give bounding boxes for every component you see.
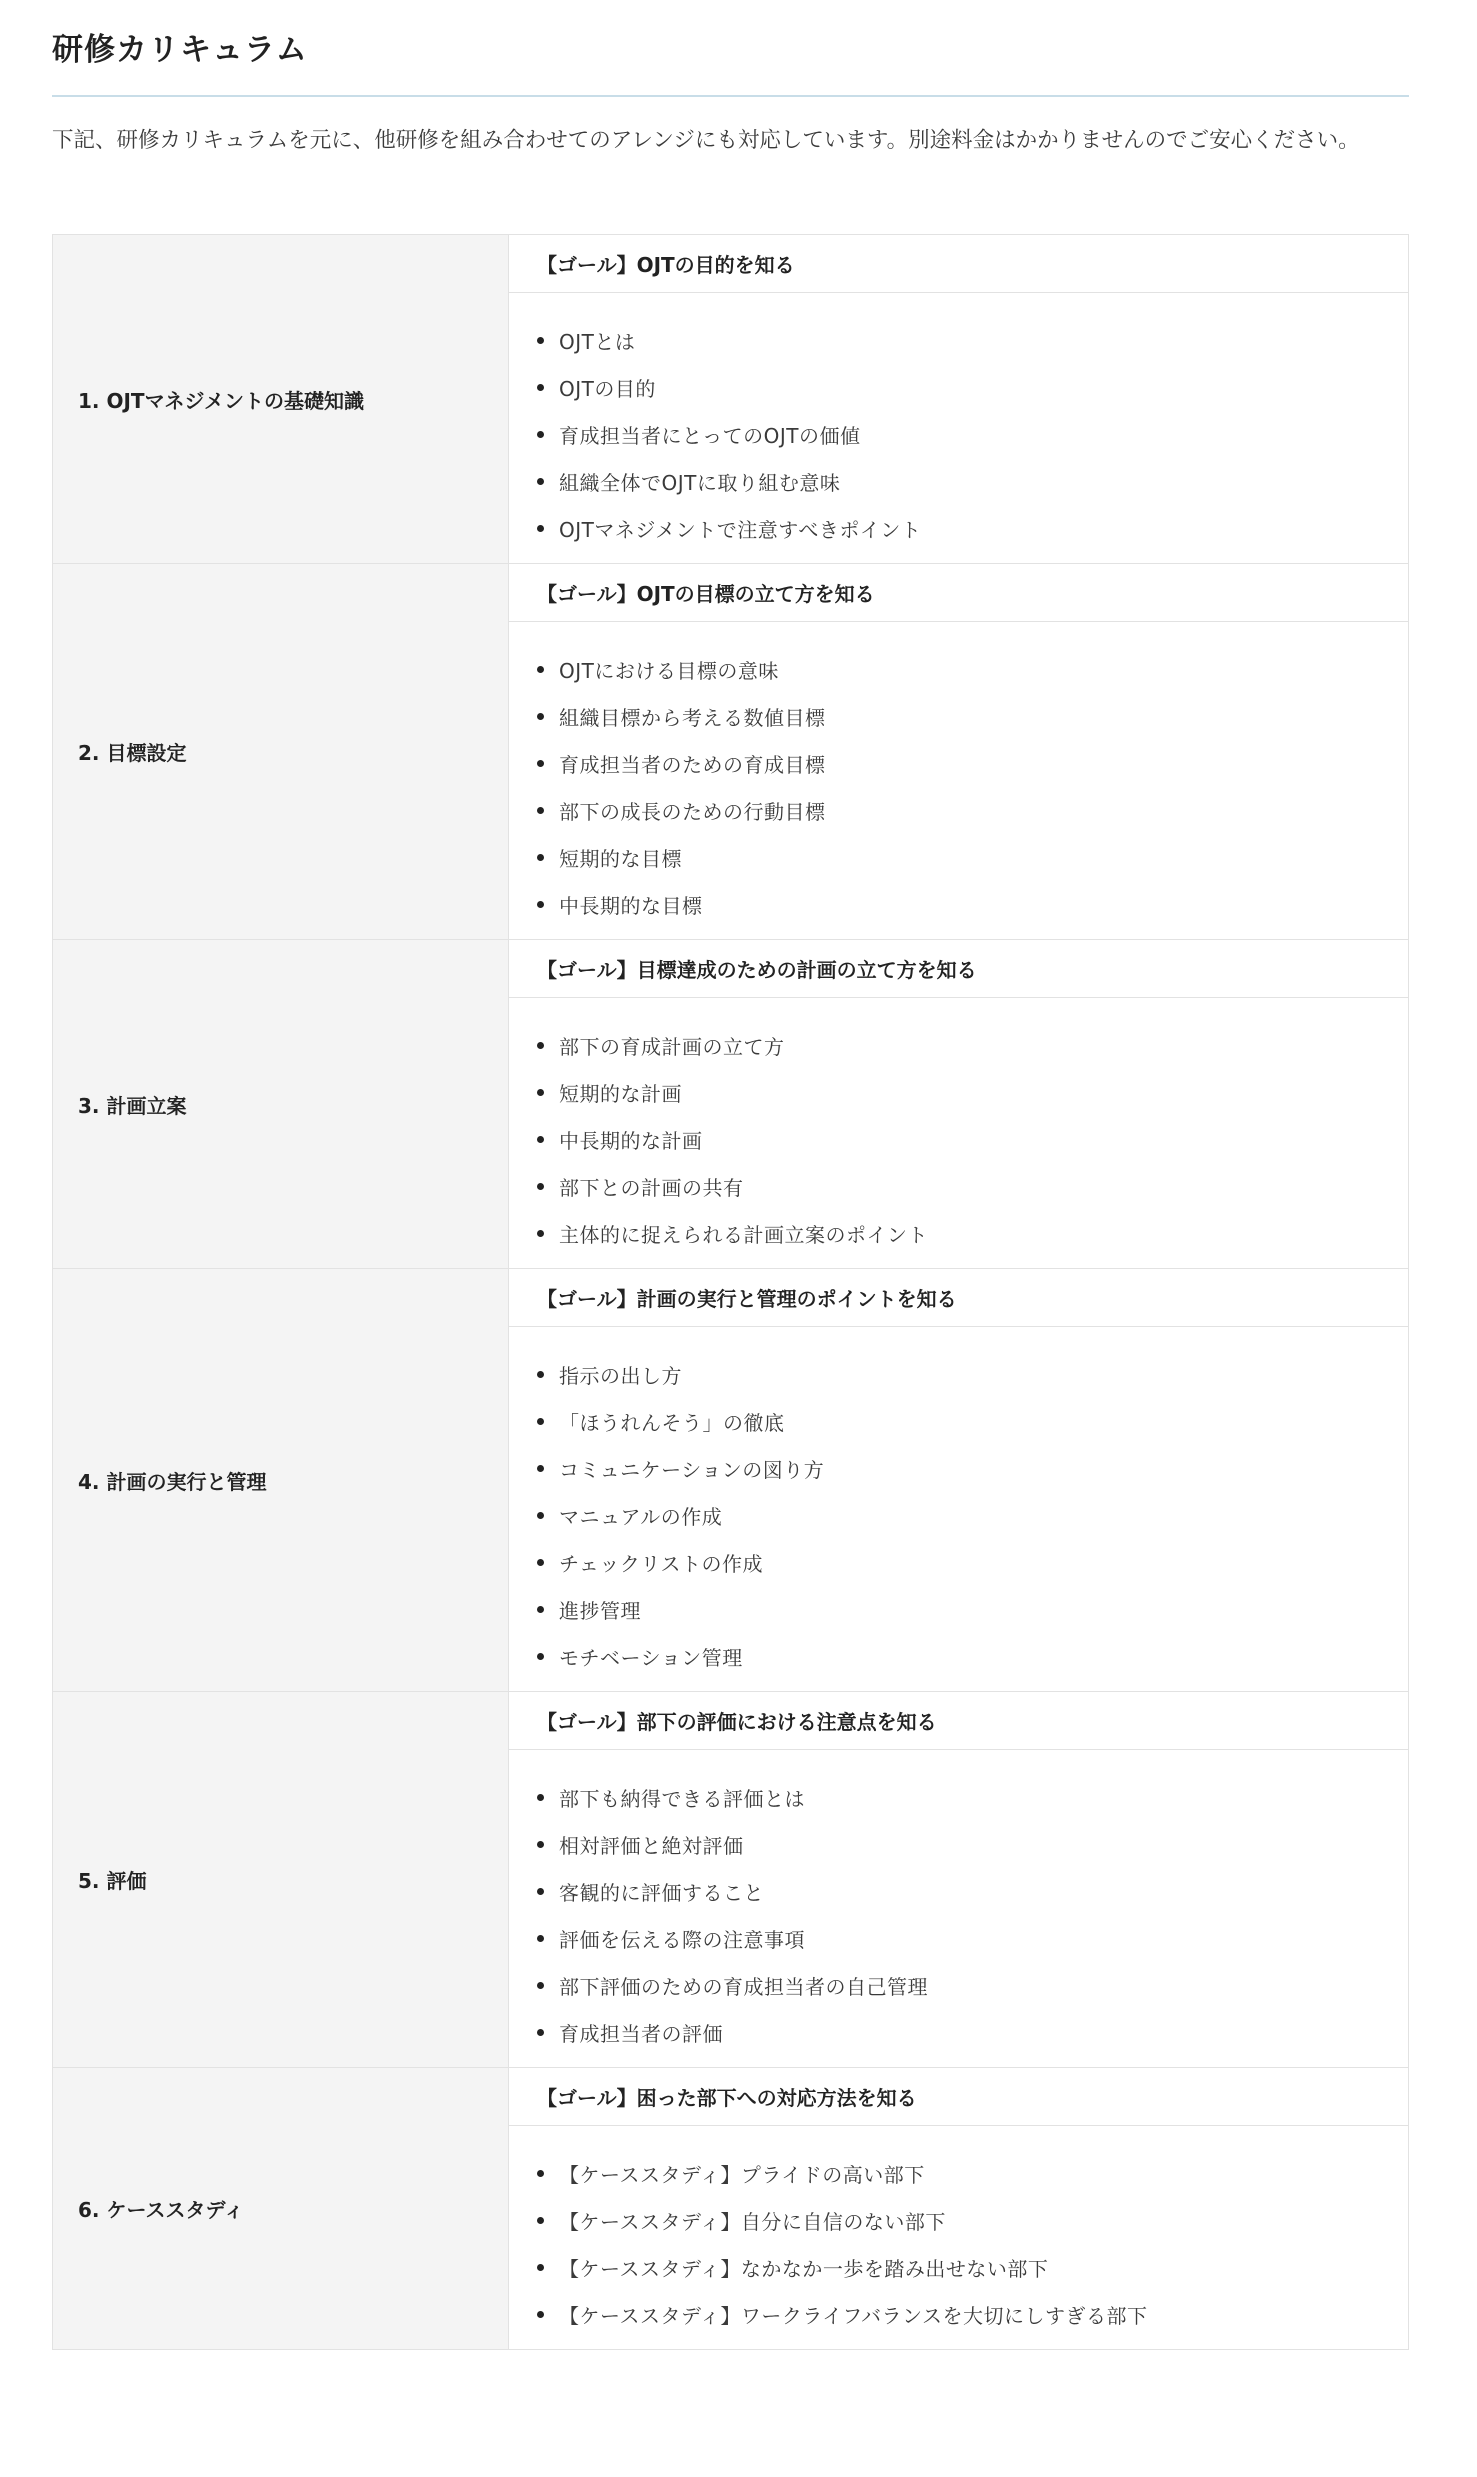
bullet-icon <box>537 1512 544 1519</box>
topic-item <box>509 1868 1408 1915</box>
topic-item <box>509 2009 1408 2056</box>
bullet-icon <box>537 337 544 344</box>
curriculum-row <box>53 2067 1408 2349</box>
topic-item <box>509 1069 1408 1116</box>
topic-text: 育成担当者のための育成目標 <box>559 753 826 777</box>
intro-text: 下記、研修カリキュラムを元に、他研修を組み合わせてのアレンジにも対応しています。別途料金はかかりませんのでご安心ください。 <box>52 128 1360 153</box>
topic-item <box>509 1163 1408 1210</box>
topic-text: 主体的に捉えられる計画立案のポイント <box>559 1223 928 1247</box>
topic-item <box>509 834 1408 881</box>
bullet-icon <box>537 666 544 673</box>
topic-text: 【ケーススタディ】なかなか一歩を踏み出せない部下 <box>559 2257 1049 2281</box>
topic-item <box>509 1210 1408 1257</box>
module-heading: 2. 目標設定 <box>53 564 509 939</box>
topic-text: 組織全体でOJTに取り組む意味 <box>559 471 841 495</box>
topic-item <box>509 740 1408 787</box>
bullet-icon <box>537 1418 544 1425</box>
topic-text: 組織目標から考える数値目標 <box>559 706 826 730</box>
topic-list <box>509 1327 1408 1691</box>
topic-list <box>509 1750 1408 2067</box>
topic-text: 中長期的な計画 <box>559 1129 703 1153</box>
curriculum-row <box>53 939 1408 1268</box>
bullet-icon <box>537 901 544 908</box>
topic-item <box>509 1915 1408 1962</box>
topic-text: 部下評価のための育成担当者の自己管理 <box>559 1975 928 1999</box>
topic-text: 「ほうれんそう」の徹底 <box>559 1411 785 1435</box>
topic-list <box>509 998 1408 1268</box>
topic-item <box>509 1962 1408 2009</box>
curriculum-row <box>53 563 1408 939</box>
module-content <box>509 1269 1408 1691</box>
bullet-icon <box>537 1888 544 1895</box>
curriculum-row <box>53 1268 1408 1691</box>
topic-text: コミュニケーションの図り方 <box>559 1458 825 1482</box>
bullet-icon <box>537 525 544 532</box>
topic-text: 【ケーススタディ】ワークライフバランスを大切にしすぎる部下 <box>559 2304 1148 2328</box>
topic-text: 指示の出し方 <box>559 1364 682 1388</box>
topic-list <box>509 293 1408 563</box>
module-content <box>509 940 1408 1268</box>
topic-item <box>509 2150 1408 2197</box>
bullet-icon <box>537 713 544 720</box>
topic-text: モチベーション管理 <box>559 1646 743 1670</box>
topic-item <box>509 364 1408 411</box>
topic-item <box>509 411 1408 458</box>
title-divider <box>52 95 1409 97</box>
bullet-icon <box>537 1559 544 1566</box>
bullet-icon <box>537 2170 544 2177</box>
bullet-icon <box>537 384 544 391</box>
topic-item <box>509 1821 1408 1868</box>
topic-item <box>509 646 1408 693</box>
topic-text: 短期的な目標 <box>559 847 682 871</box>
module-heading: 1. OJTマネジメントの基礎知識 <box>53 235 509 563</box>
topic-item <box>509 1586 1408 1633</box>
module-goal: 【ゴール】OJTの目的を知る <box>509 235 1408 293</box>
topic-item <box>509 1351 1408 1398</box>
module-content <box>509 1692 1408 2067</box>
topic-text: 育成担当者にとってのOJTの価値 <box>559 424 861 448</box>
topic-text: 中長期的な目標 <box>559 894 703 918</box>
topic-item <box>509 1398 1408 1445</box>
topic-item <box>509 1633 1408 1680</box>
topic-item <box>509 1445 1408 1492</box>
module-heading: 5. 評価 <box>53 1692 509 2067</box>
bullet-icon <box>537 1653 544 1660</box>
topic-item <box>509 505 1408 552</box>
topic-text: 短期的な計画 <box>559 1082 682 1106</box>
bullet-icon <box>537 1982 544 1989</box>
topic-text: チェックリストの作成 <box>559 1552 763 1576</box>
topic-text: OJTの目的 <box>559 377 656 401</box>
topic-list <box>509 2126 1408 2349</box>
bullet-icon <box>537 1606 544 1613</box>
topic-text: 部下の成長のための行動目標 <box>559 800 826 824</box>
bullet-icon <box>537 431 544 438</box>
module-goal: 【ゴール】OJTの目標の立て方を知る <box>509 564 1408 622</box>
module-goal: 【ゴール】部下の評価における注意点を知る <box>509 1692 1408 1750</box>
bullet-icon <box>537 1183 544 1190</box>
topic-text: OJTにおける目標の意味 <box>559 659 779 683</box>
topic-list <box>509 622 1408 939</box>
topic-item <box>509 2244 1408 2291</box>
topic-text: 部下も納得できる評価とは <box>559 1787 805 1811</box>
topic-item <box>509 1116 1408 1163</box>
bullet-icon <box>537 2311 544 2318</box>
bullet-icon <box>537 807 544 814</box>
topic-item <box>509 693 1408 740</box>
topic-text: 部下との計画の共有 <box>559 1176 744 1200</box>
bullet-icon <box>537 1794 544 1801</box>
page-title: 研修カリキュラム <box>52 32 308 68</box>
topic-item <box>509 2197 1408 2244</box>
module-goal: 【ゴール】目標達成のための計画の立て方を知る <box>509 940 1408 998</box>
topic-text: 相対評価と絶対評価 <box>559 1834 744 1858</box>
bullet-icon <box>537 1042 544 1049</box>
topic-item <box>509 1492 1408 1539</box>
bullet-icon <box>537 2264 544 2271</box>
bullet-icon <box>537 2217 544 2224</box>
module-heading: 6. ケーススタディ <box>53 2068 509 2349</box>
module-content <box>509 2068 1408 2349</box>
topic-text: マニュアルの作成 <box>559 1505 723 1529</box>
topic-item <box>509 1539 1408 1586</box>
topic-item <box>509 787 1408 834</box>
bullet-icon <box>537 1089 544 1096</box>
topic-item <box>509 2291 1408 2338</box>
topic-text: 育成担当者の評価 <box>559 2022 723 2046</box>
topic-text: 【ケーススタディ】自分に自信のない部下 <box>559 2210 946 2234</box>
bullet-icon <box>537 1841 544 1848</box>
module-content <box>509 564 1408 939</box>
bullet-icon <box>537 1230 544 1237</box>
curriculum-table <box>52 234 1409 2350</box>
module-goal: 【ゴール】計画の実行と管理のポイントを知る <box>509 1269 1408 1327</box>
bullet-icon <box>537 478 544 485</box>
curriculum-row <box>53 235 1408 563</box>
topic-item <box>509 1774 1408 1821</box>
topic-item <box>509 1022 1408 1069</box>
bullet-icon <box>537 760 544 767</box>
module-content <box>509 235 1408 563</box>
bullet-icon <box>537 1465 544 1472</box>
topic-text: 部下の育成計画の立て方 <box>559 1035 785 1059</box>
topic-item <box>509 881 1408 928</box>
topic-text: OJTとは <box>559 330 636 354</box>
bullet-icon <box>537 1935 544 1942</box>
bullet-icon <box>537 2029 544 2036</box>
bullet-icon <box>537 1371 544 1378</box>
curriculum-row <box>53 1691 1408 2067</box>
topic-item <box>509 458 1408 505</box>
topic-text: 客観的に評価すること <box>559 1881 764 1905</box>
topic-text: 【ケーススタディ】プライドの高い部下 <box>559 2163 925 2187</box>
topic-item <box>509 317 1408 364</box>
topic-text: OJTマネジメントで注意すべきポイント <box>559 518 922 542</box>
module-heading: 3. 計画立案 <box>53 940 509 1268</box>
topic-text: 進捗管理 <box>559 1599 641 1623</box>
bullet-icon <box>537 854 544 861</box>
module-heading: 4. 計画の実行と管理 <box>53 1269 509 1691</box>
module-goal: 【ゴール】困った部下への対応方法を知る <box>509 2068 1408 2126</box>
topic-text: 評価を伝える際の注意事項 <box>559 1928 805 1952</box>
bullet-icon <box>537 1136 544 1143</box>
